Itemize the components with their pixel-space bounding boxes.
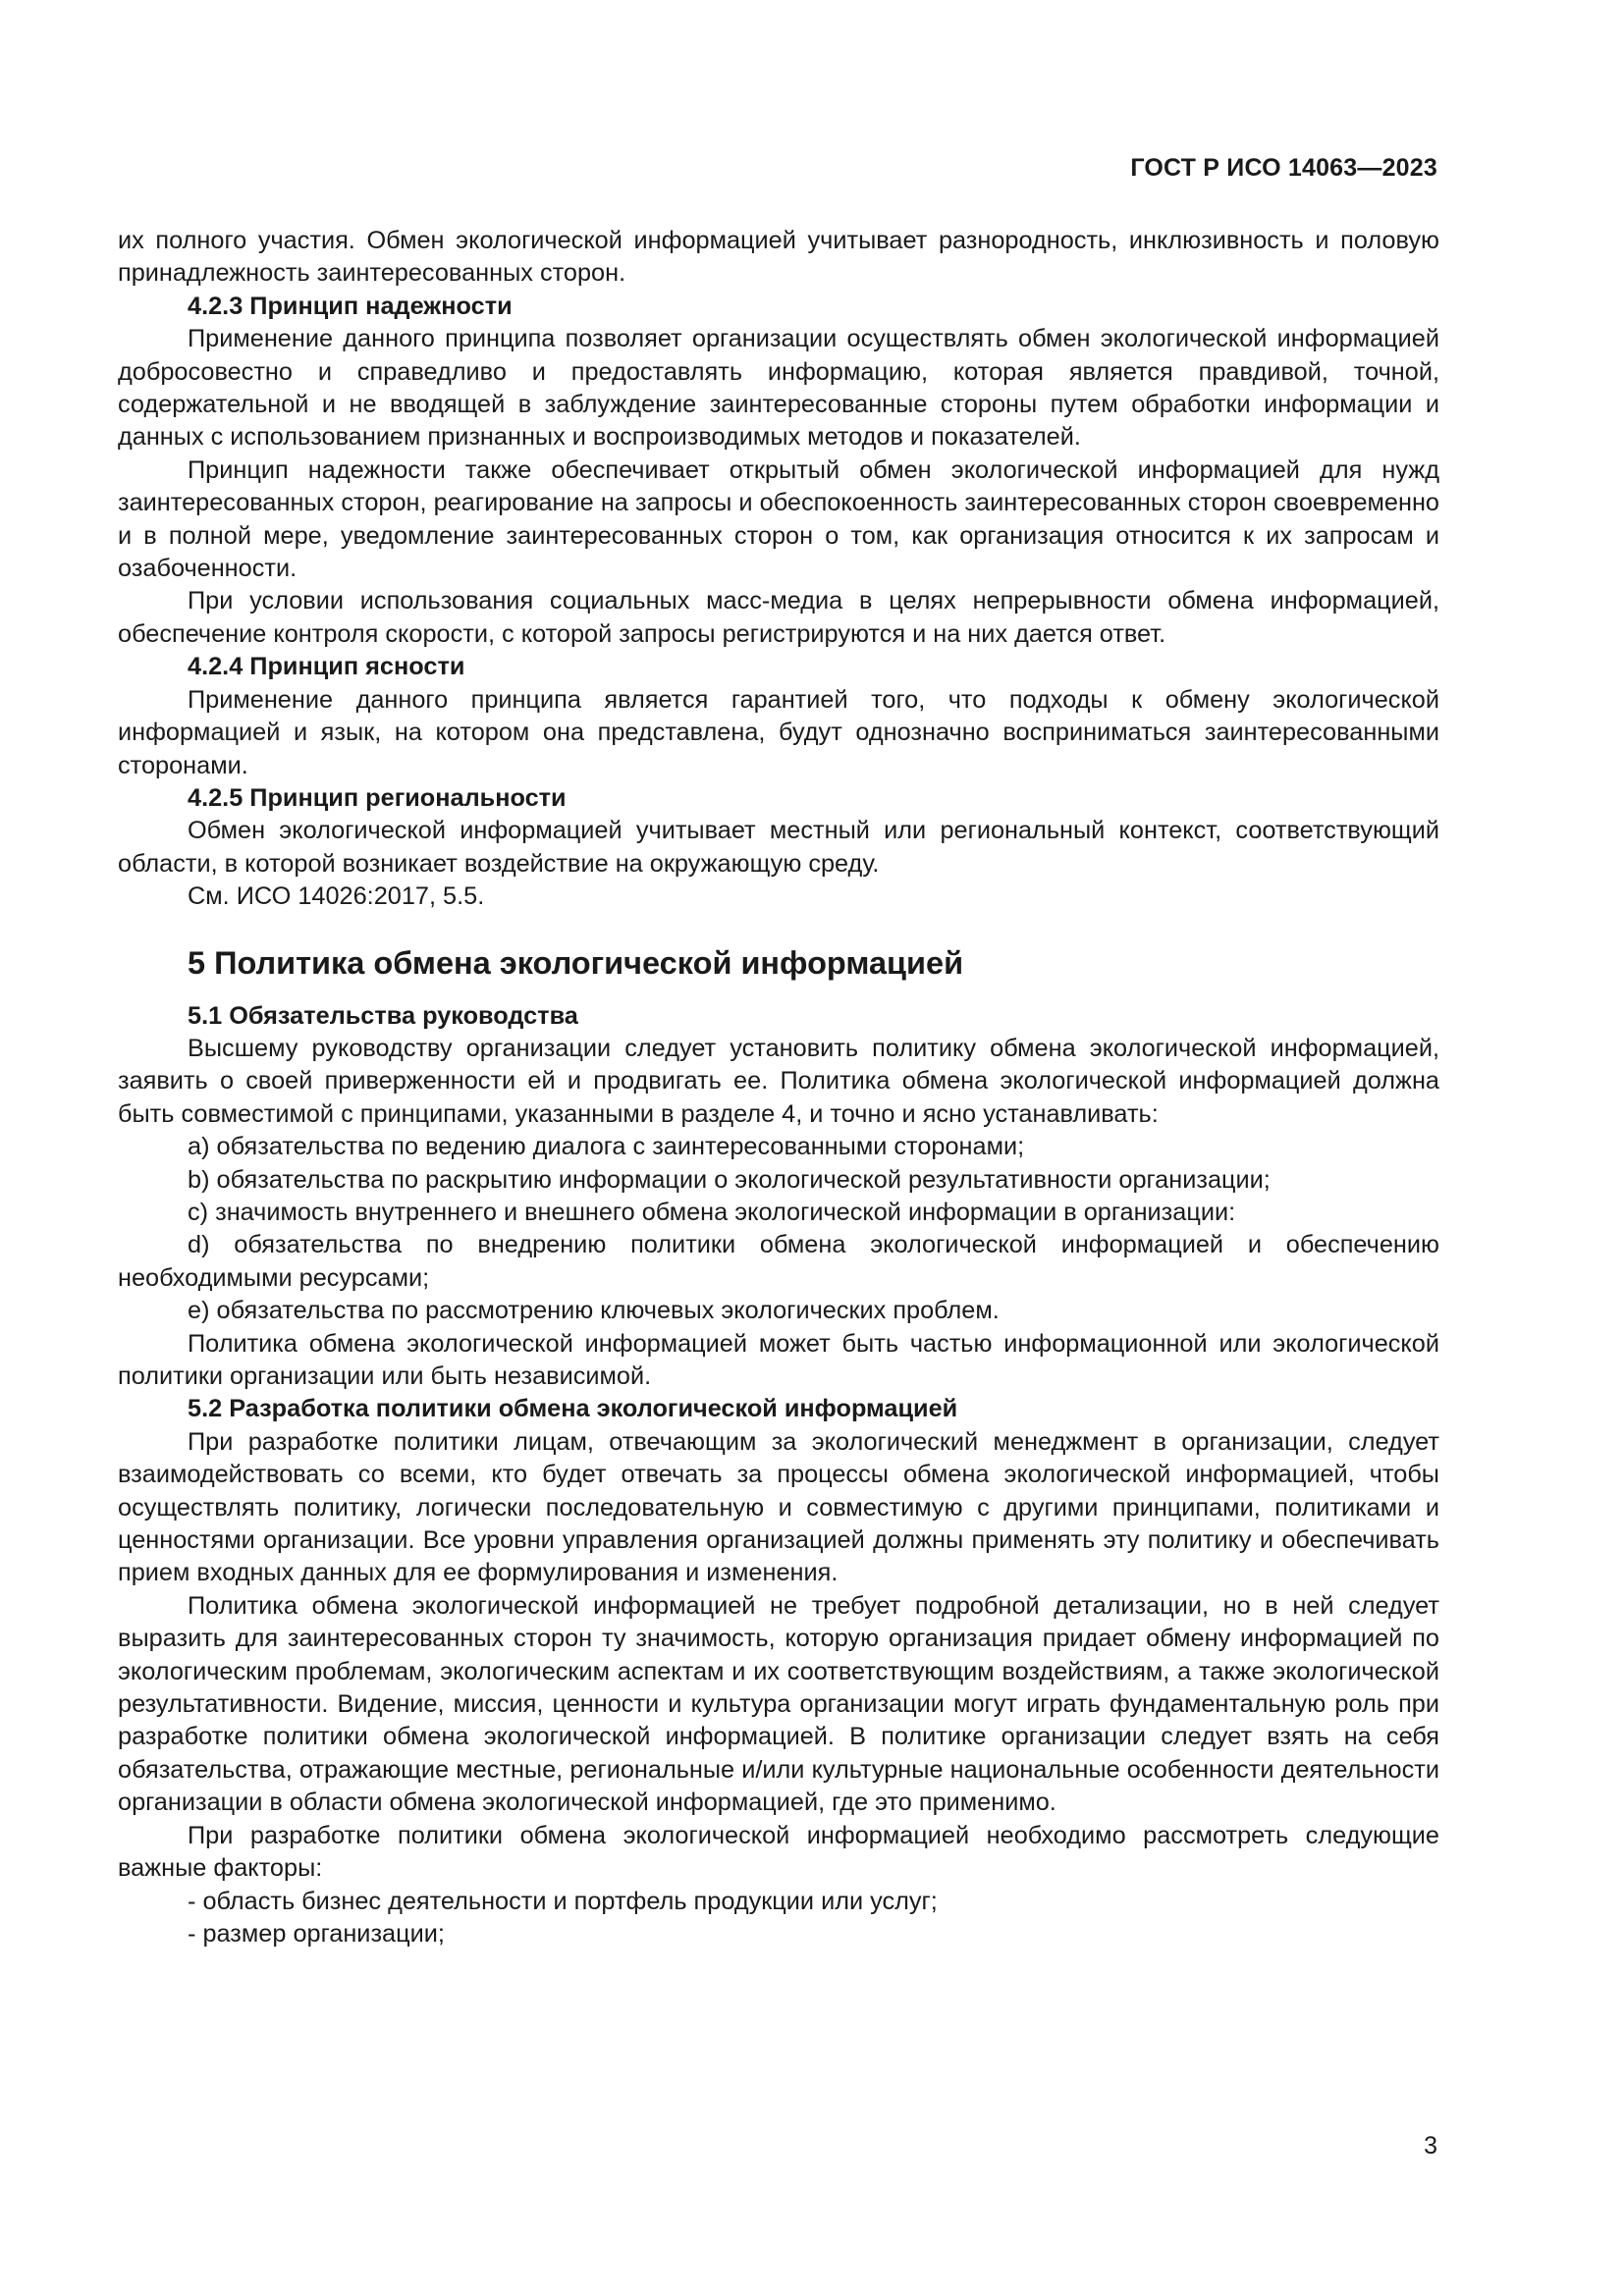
document-header: ГОСТ Р ИСО 14063—2023 (1130, 154, 1437, 182)
paragraph: При условии использования социальных масс-медиа в целях непрерывности обмена информацией, обеспечение контроля скорости, с которой запросы регистрируются и на них дается ответ. (118, 587, 1439, 648)
subsection-heading-4-2-5: 4.2.5 Принцип региональности (188, 783, 567, 812)
paragraph: Высшему руководству организации следует установить политику обмена экологической информацией, заявить о своей приверженности ей и продвигать ее. Политика обмена экологической информацией должна быть совместимой с принципами, указанными в разделе 4, и точно и ясно устанавливать: (118, 1034, 1439, 1128)
paragraph: При разработке политики лицам, отвечающим за экологический менеджмент в организации, следует взаимодействовать со всеми, кто будет отвечать за процессы обмена экологической информацией, чтобы осуществлять политику, логически последовательную и совместимую с другими принципами, политиками и ценностями организации. Все уровни управления организацией должны применять эту политику и обеспечивать прием входных данных для ее формулирования и изменения. (118, 1427, 1439, 1587)
paragraph: При разработке политики обмена экологической информацией необходимо рассмотреть следующие важные факторы: (118, 1821, 1439, 1883)
paragraph: Применение данного принципа позволяет организации осуществлять обмен экологической информацией добросовестно и справедливо и предоставлять информацию, которая является правдивой, точной, содержательной и не вводящей в заблуждение заинтересованные стороны путем обработки информации и данных с использованием признанных и воспроизводимых методов и показателей. (118, 325, 1439, 452)
subsection-heading-4-2-4: 4.2.4 Принцип ясности (188, 653, 465, 681)
subsection-heading-5-2: 5.2 Разработка политики обмена экологической информацией (188, 1395, 958, 1423)
list-item-a: a) обязательства по ведению диалога с заинтересованными сторонами; (188, 1133, 1025, 1161)
list-item: - область бизнес деятельности и портфель продукции или услуг; (188, 1887, 938, 1915)
subsection-heading-5-1: 5.1 Обязательства руководства (188, 1001, 578, 1030)
paragraph: Принцип надежности также обеспечивает открытый обмен экологической информацией для нужд заинтересованных сторон, реагирование на запросы и обеспокоенность заинтересованных сторон своевременно и в полной мере, уведомление заинтересованных сторон о том, как организация относится к их запросам и озабоченности. (118, 455, 1439, 583)
paragraph: их полного участия. Обмен экологической информацией учитывает разнородность, инклюзивность и половую принадлежность заинтересованных сторон. (118, 227, 1439, 288)
paragraph: Политика обмена экологической информацией может быть частью информационной или экологической политики организации или быть независимой. (118, 1329, 1439, 1390)
page-number: 3 (1424, 2132, 1437, 2160)
subsection-heading-4-2-3: 4.2.3 Принцип надежности (188, 292, 513, 320)
paragraph: Обмен экологической информацией учитывает местный или региональный контекст, соответствующий области, в которой возникает воздействие на окружающую среду. (118, 817, 1439, 878)
list-item-b: b) обязательства по раскрытию информации о экологической результативности организации; (188, 1165, 1271, 1194)
paragraph: Политика обмена экологической информацией не требует подробной детализации, но в ней следует выразить для заинтересованных сторон ту значимость, которую организация придает обмену информацией по экологическим проблемам, экологическим аспектам и их соответствующим воздействиям, а также экологической результативности. Видение, миссия, ценности и культура организации могут играть фундаментальную роль при разработке политики обмена экологической информацией. В политике организации следует взять на себя обязательства, отражающие местные, региональные и/или культурные национальные особенности деятельности организации в области обмена экологической информацией, где это применимо. (118, 1591, 1439, 1817)
paragraph: Применение данного принципа является гарантией того, что подходы к обмену экологической информацией и язык, на котором она представлена, будут однозначно восприниматься заинтересованными сторонами. (118, 685, 1439, 779)
list-item: - размер организации; (188, 1919, 445, 1948)
section-title-5: 5 Политика обмена экологической информацией (188, 944, 964, 981)
list-item-c: c) значимость внутреннего и внешнего обмена экологической информации в организации: (188, 1198, 1236, 1226)
document-body (118, 225, 1439, 1950)
list-item-e: e) обязательства по рассмотрению ключевых экологических проблем. (188, 1297, 1000, 1325)
reference: См. ИСО 14026:2017, 5.5. (188, 882, 485, 911)
list-item-d: d) обязательства по внедрению политики обмена экологической информацией и обеспечению необходимыми ресурсами; (118, 1231, 1439, 1292)
